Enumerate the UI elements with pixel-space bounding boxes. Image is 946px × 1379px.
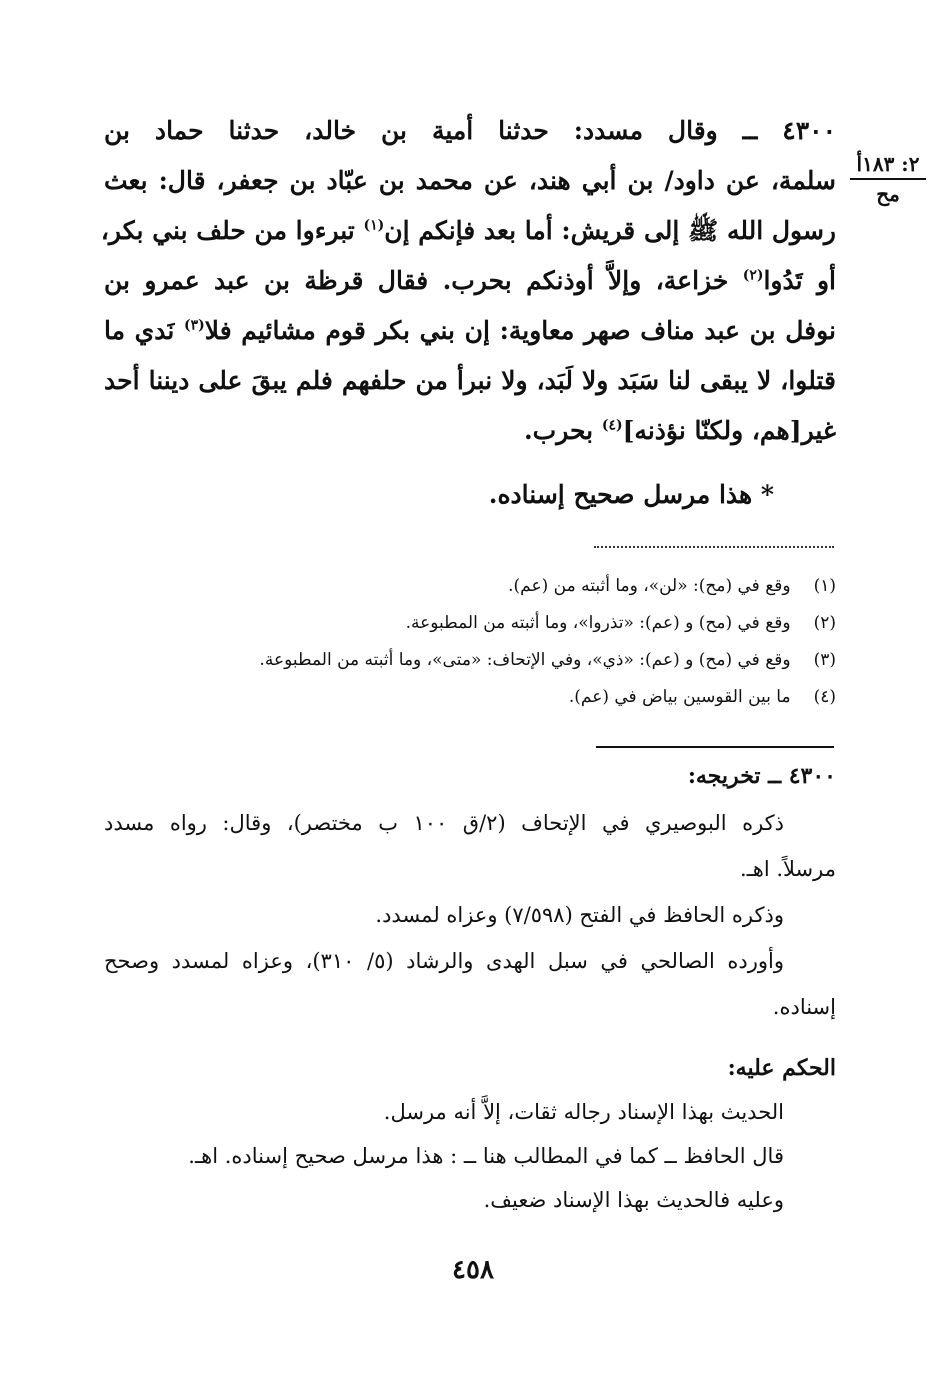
footnote-2 xyxy=(200,605,836,642)
ruling-line-3: وعليه فالحديث بهذا الإسناد ضعيف. xyxy=(483,1188,784,1212)
manuscript-margin-reference xyxy=(850,152,926,206)
ruling-line-1: الحديث بهذا الإسناد رجاله ثقات، إلاَّ أنه مرسل. xyxy=(383,1100,784,1124)
hadith-line-4 xyxy=(104,256,836,306)
hadith-line-3 xyxy=(100,206,836,256)
footnote-3-text: وقع في (مح) و (عم): «ذي»، وفي الإتحاف: «متى»، وما أثبته من المطبوعة. xyxy=(259,650,791,670)
hadith-line-2: سلمة، عن داود/ بن أبي هند، عن محمد بن عبّاد بن جعفر، قال: بعث xyxy=(104,166,836,195)
footnote-1-text: وقع في (مح): «لن»، وما أثبته من (عم). xyxy=(508,576,791,596)
footnote-mark-3: (٣) xyxy=(184,317,205,334)
hadith-line-1: ٤٣٠٠ ــ وقال مسدد: حدثنا أمية بن خالد، حدثنا حماد بن xyxy=(104,116,836,145)
ruling-line-2: قال الحافظ ــ كما في المطالب هنا ــ : هذا مرسل صحيح إسناده. اهـ. xyxy=(188,1144,784,1168)
takhrij-p2-line1: وذكره الحافظ في الفتح (٧/٥٩٨) وعزاه لمسدد. xyxy=(375,903,784,927)
hadith-line-3-start: رسول الله ﷺ إلى قريش: أما بعد فإنكم إن xyxy=(384,216,836,245)
ruling-body xyxy=(104,1090,836,1222)
footnote-1 xyxy=(200,568,836,605)
footnote-3-number: (٣) xyxy=(813,650,836,670)
takhrij-p1-line1: ذكره البوصيري في الإتحاف (٢/ق ١٠٠ ب مختصر)، وقال: رواه مسدد xyxy=(104,811,785,835)
margin-ref-folio: ٢: ١٨٣أ xyxy=(850,152,926,180)
margin-ref-siglum: مح xyxy=(876,182,900,206)
footnotes xyxy=(200,568,836,716)
hadith-line-7-start: غير[هم، ولكنّا نؤذنه] xyxy=(622,416,836,445)
hadith-line-5-start: نوفل بن عبد مناف صهر معاوية: إن بني بكر قوم مشائيم فلا xyxy=(204,316,836,345)
footnote-1-number: (١) xyxy=(813,576,836,596)
takhrij-separator xyxy=(596,746,834,748)
footnote-mark-4: (٤) xyxy=(601,417,623,434)
takhrij-p1-line2: مرسلاً. اهـ. xyxy=(739,857,836,881)
takhrij-p3-line1: وأورده الصالحي في سبل الهدى والرشاد (٥/ ٣١٠)، وعزاه لمسدد وصحح xyxy=(104,949,784,973)
footnote-mark-1: (١) xyxy=(363,217,385,234)
takhrij-body xyxy=(104,800,836,1030)
footnote-4-number: (٤) xyxy=(813,687,836,707)
footnotes-separator xyxy=(594,546,834,548)
hadith-line-7-end: بحرب. xyxy=(523,416,594,445)
footnote-4-text: ما بين القوسين بياض في (عم). xyxy=(568,687,791,707)
ruling-heading: الحكم عليه: xyxy=(727,1055,836,1081)
takhrij-p3-line2: إسناده. xyxy=(772,995,836,1019)
footnote-mark-2: (٢) xyxy=(742,267,764,284)
hadith-line-4-start: أو تَدُوا xyxy=(763,266,836,295)
takhrij-heading: ٤٣٠٠ ــ تخريجه: xyxy=(687,763,836,789)
hadith-line-6: قتلوا، لا يبقى لنا سَبَد ولا لَبَد، ولا نبرأ من حلفهم فلم يبقَ على ديننا أحد xyxy=(104,366,836,395)
hadith-line-5 xyxy=(104,306,836,356)
footnote-2-text: وقع في (مح) و (عم): «تذروا»، وما أثبته من المطبوعة. xyxy=(405,613,791,633)
hadith-text xyxy=(100,106,836,456)
hadith-line-3-end: تبرءوا من حلف بني بكر، xyxy=(100,216,355,245)
hadith-line-4-end: خزاعة، وإلاَّ أوذنكم بحرب. فقال قرظة بن عبد عمرو بن xyxy=(104,266,729,295)
footnote-4 xyxy=(200,679,836,716)
hadith-line-7 xyxy=(104,406,836,456)
footnote-2-number: (٢) xyxy=(813,613,836,633)
hadith-verdict: * هذا مرسل صحيح إسناده. xyxy=(488,480,774,509)
hadith-line-5-end: نَدي ما xyxy=(104,316,175,345)
page-number: ٤٥٨ xyxy=(452,1255,494,1285)
footnote-3 xyxy=(200,642,836,679)
